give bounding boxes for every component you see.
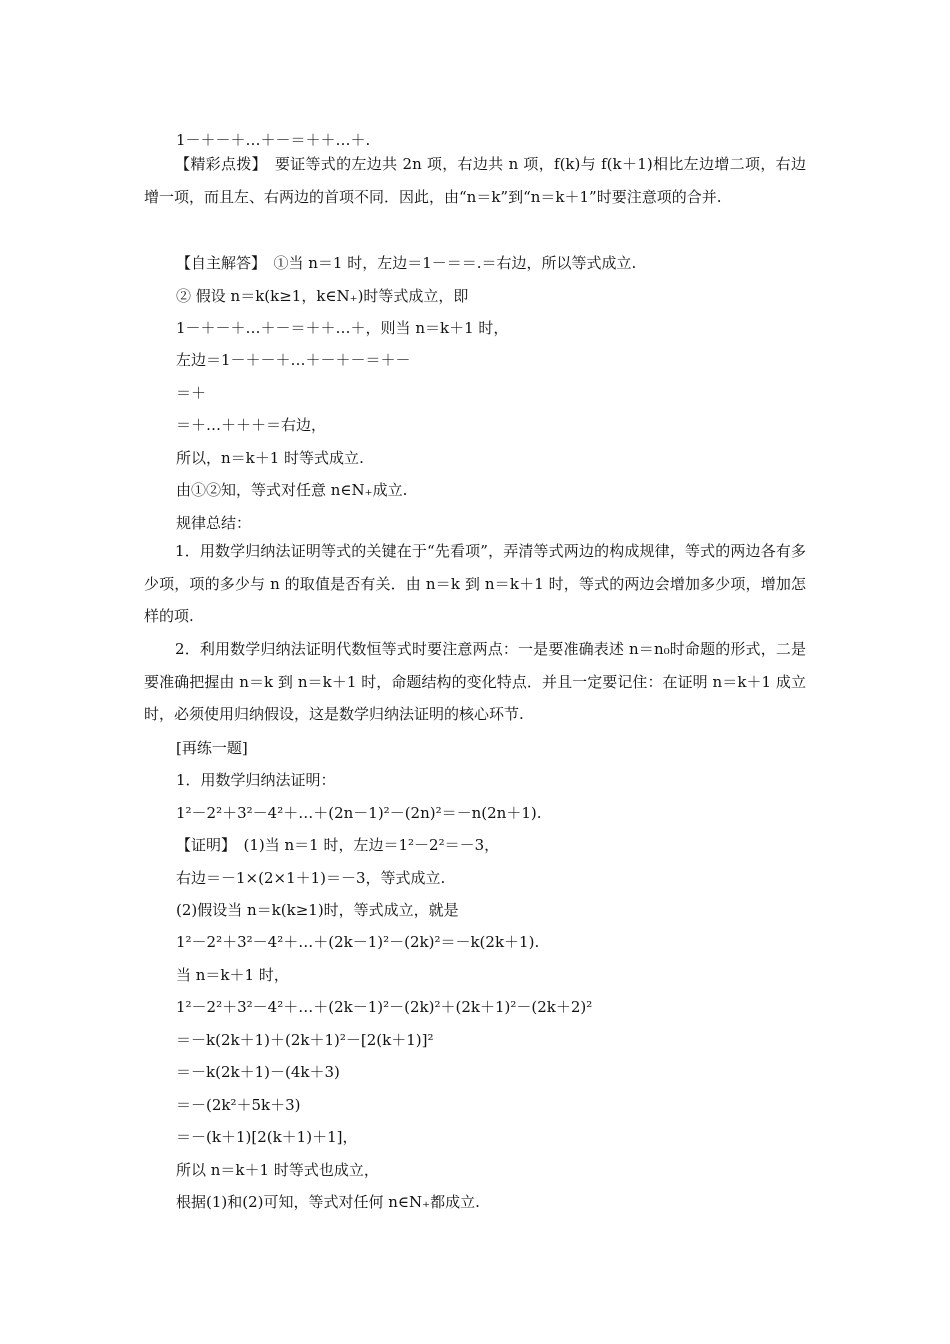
conclusion-line: 由①②知，等式对任意 n∈N₊成立. [176,481,408,499]
solution-line: 【自主解答】 ①当 n＝1 时，左边＝1－＝＝.＝右边，所以等式成立. [176,254,637,272]
exercise-question: 1．用数学归纳法证明： [176,771,336,789]
summary-paragraph-2: 2．利用数学归纳法证明代数恒等式时要注意两点：一是要准确表述 n＝n₀时命题的形式，二是要准确把握由 n＝k 到 n＝k＋1 时，命题结构的变化特点．并且一定要记住：在证明 n＝k＋1 成立时，必须使用归纳假设，这是数学归纳法证明的核心环节. [144,640,806,723]
equation-line: ＝＋ [176,384,207,402]
equation-line: 1²－2²＋3²－4²＋…＋(2n－1)²－(2n)²＝－n(2n＋1). [176,804,542,822]
hint-paragraph: 【精彩点拨】 要证等式的左边共 2n 项，右边共 n 项，f(k)与 f(k＋1)相比左边增二项，右边增一项，而且左、右两边的首项不同．因此，由“n＝k”到“n＝k＋1”时要注意项的合并. [144,155,806,206]
equation-line: ＝－(2k²＋5k＋3) [176,1096,301,1114]
proof-line: 右边＝－1×(2×1＋1)＝－3，等式成立. [176,869,446,887]
conclusion-line: 根据(1)和(2)可知，等式对任何 n∈N₊都成立. [176,1193,480,1211]
proof-line: 【证明】 (1)当 n＝1 时，左边＝1²－2²＝－3， [176,836,500,854]
equation-line: ＝－k(2k＋1)＋(2k＋1)²－[2(k＋1)]² [176,1031,434,1049]
equation-line: 1－＋－＋…＋－＝＋＋…＋. [176,131,371,149]
proof-line: (2)假设当 n＝k(k≥1)时，等式成立，就是 [176,901,459,919]
equation-line: 1²－2²＋3²－4²＋…＋(2k－1)²－(2k)²＝－k(2k＋1). [176,933,540,951]
equation-line: 1²－2²＋3²－4²＋…＋(2k－1)²－(2k)²＋(2k＋1)²－(2k＋2)² [176,998,593,1016]
summary-paragraph-1: 1．用数学归纳法证明等式的关键在于“先看项”，弄清等式两边的构成规律，等式的两边各有多少项，项的多少与 n 的取值是否有关．由 n＝k 到 n＝k＋1 时，等式的两边会增加多少项，增加怎样的项. [144,542,806,625]
equation-line: 1－＋－＋…＋－＝＋＋…＋，则当 n＝k＋1 时， [176,319,509,337]
equation-line: 左边＝1－＋－＋…＋－＋－＝＋－ [176,351,411,369]
conclusion-line: 所以，n＝k＋1 时等式成立. [176,449,364,467]
exercise-heading: [再练一题] [176,739,248,757]
equation-line: ＝－(k＋1)[2(k＋1)＋1]， [176,1128,358,1146]
section-heading: 规律总结： [176,514,252,532]
equation-line: ＝＋…＋＋＋＝右边， [176,416,327,434]
hypothesis-line: ② 假设 n＝k(k≥1，k∈N₊)时等式成立，即 [176,287,469,305]
conclusion-line: 所以 n＝k＋1 时等式也成立， [176,1161,379,1179]
proof-line: 当 n＝k＋1 时， [176,966,289,984]
equation-line: ＝－k(2k＋1)－(4k＋3) [176,1063,340,1081]
